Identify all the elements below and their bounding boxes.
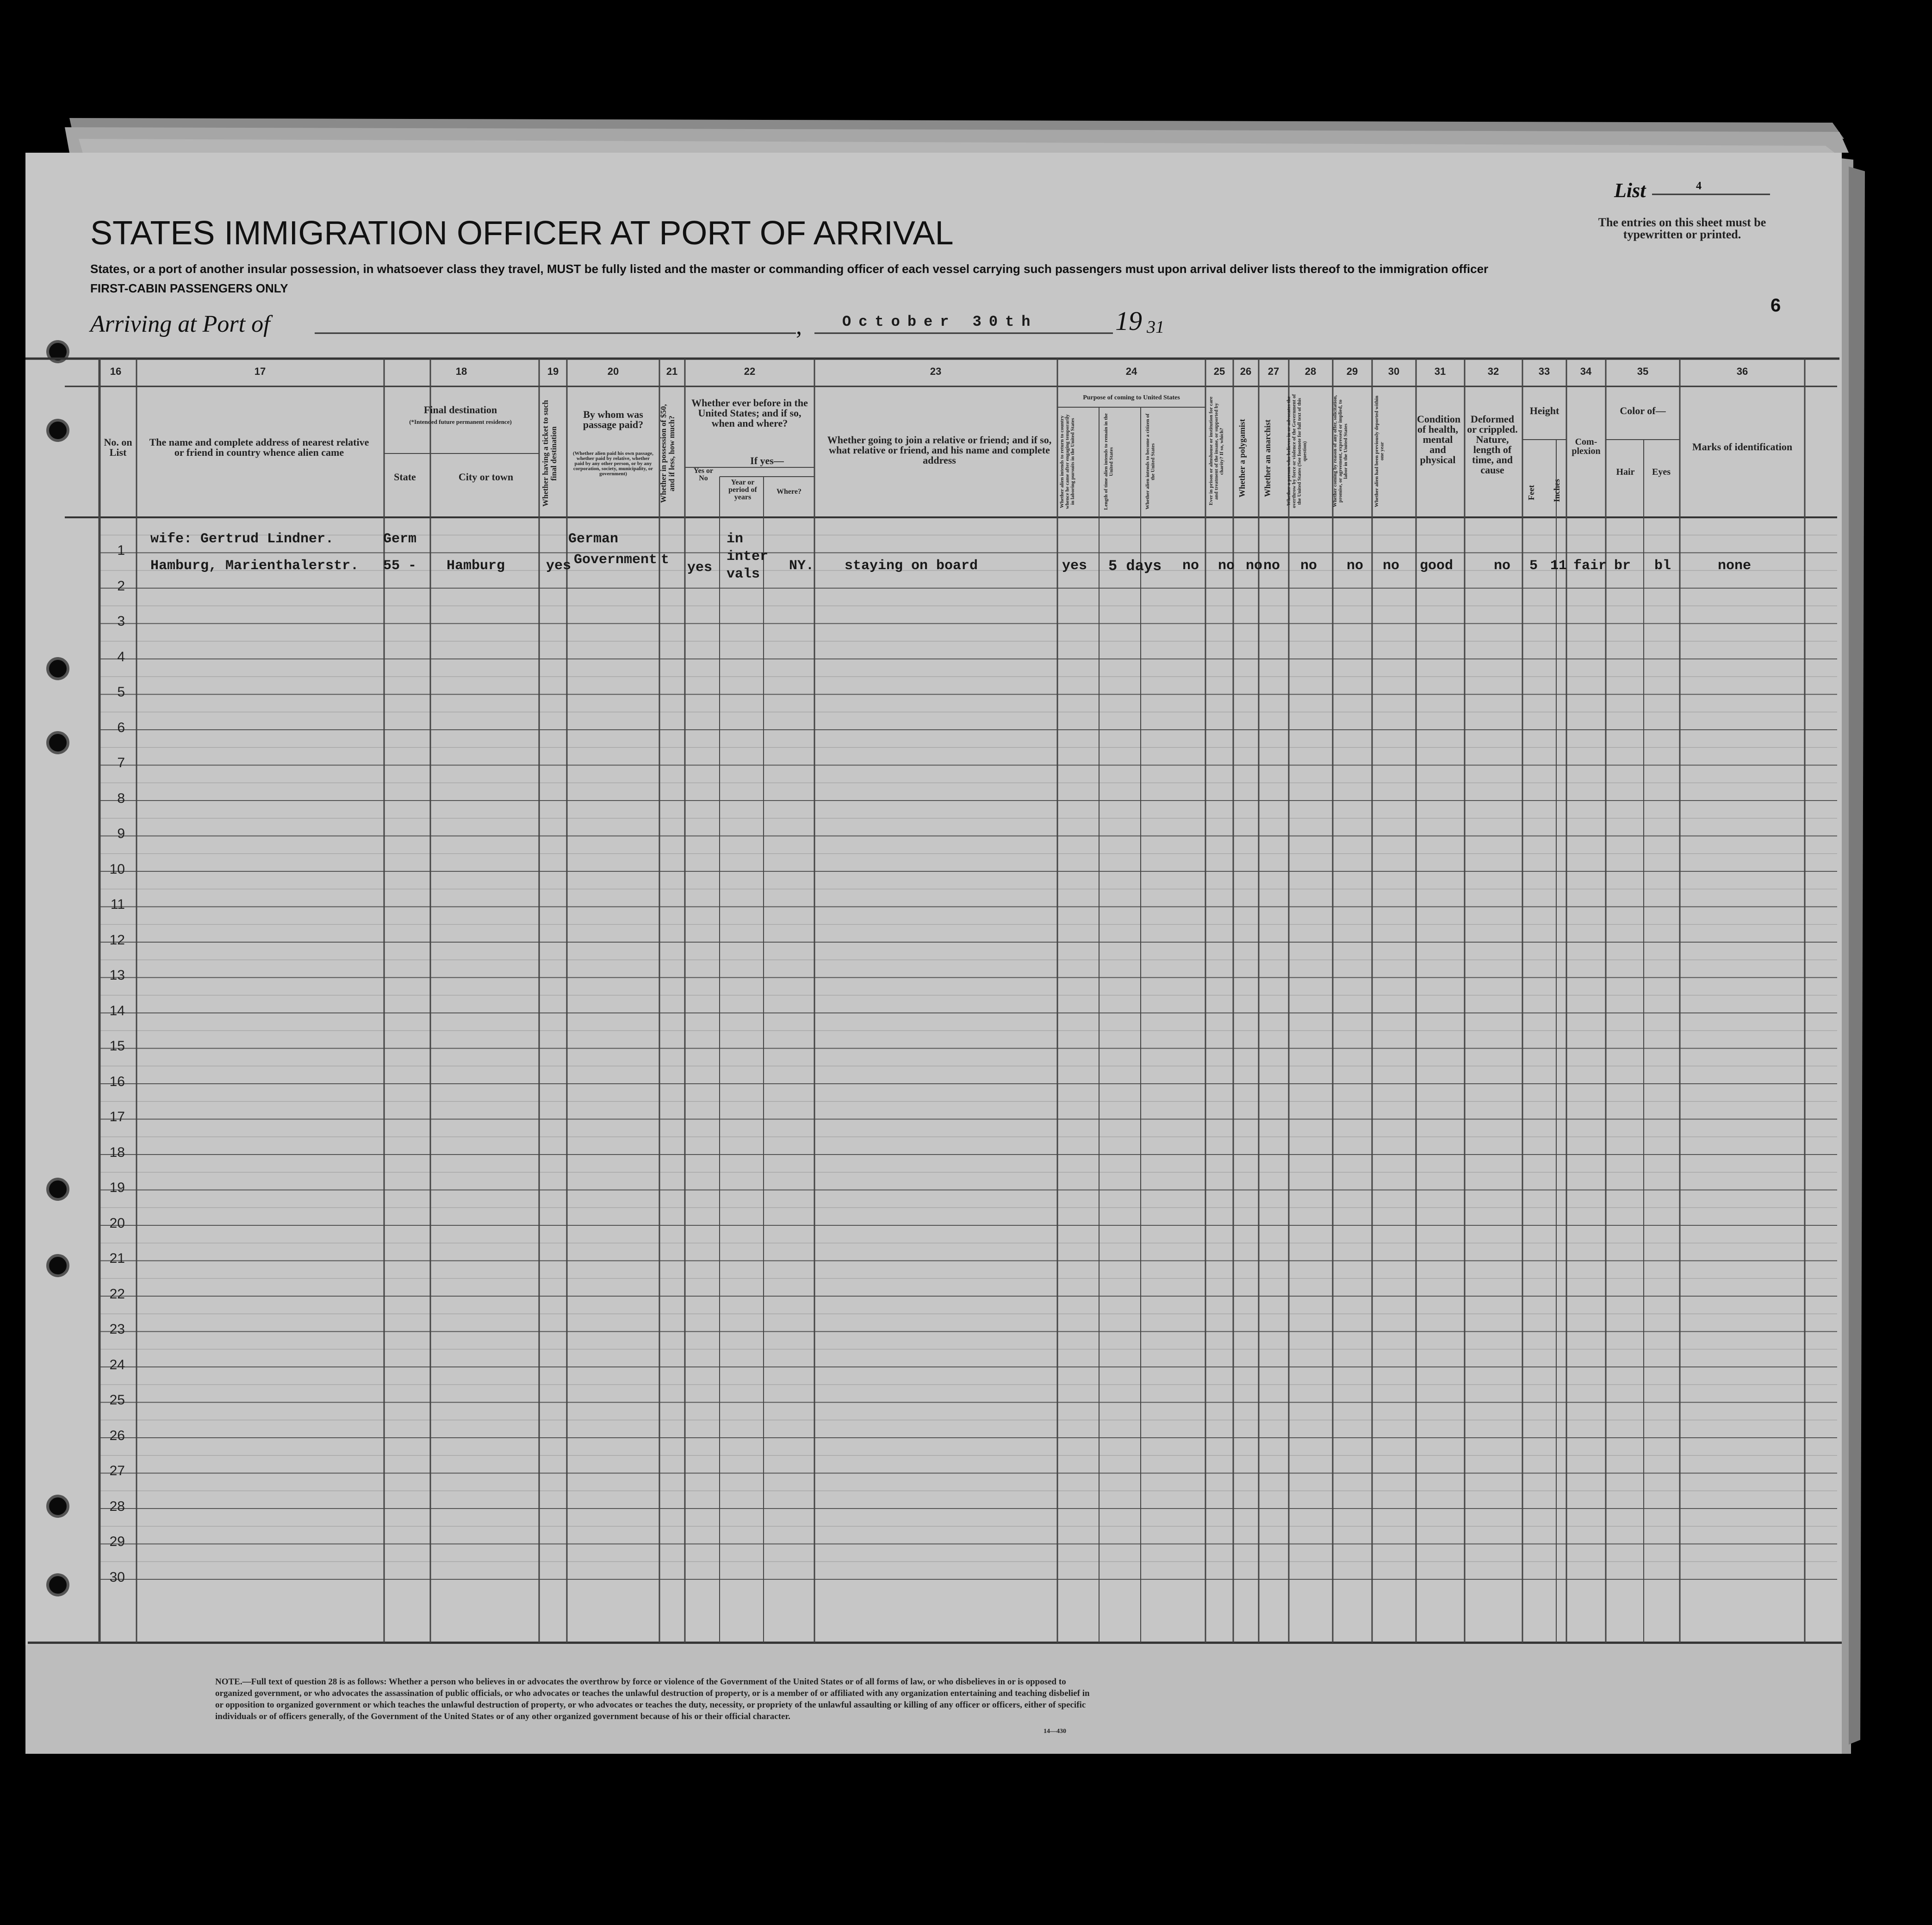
entry-q28: no: [1300, 558, 1317, 574]
header-deformed: Deformed or crippled. Nature, length of time, and cause: [1467, 413, 1518, 476]
entry-eyes: bl: [1654, 558, 1671, 574]
header-final-destination-note: (*Intended future permanent residence): [409, 418, 512, 425]
list-number: 4: [1696, 180, 1702, 192]
entry-purpose-citizen: no: [1182, 558, 1199, 574]
entry-before-yes: yes: [687, 560, 713, 576]
column-number: 30: [1388, 366, 1400, 377]
row-number: 15: [109, 1038, 125, 1054]
header-inches: Inches: [1552, 479, 1561, 503]
entry-state-line2: 55 -: [383, 558, 417, 574]
header-joining: Whether going to join a relative or friend; and if so, what relative or friend, and his name and complete address: [827, 434, 1052, 466]
arrival-date: October 30th: [842, 313, 1038, 330]
header-purpose: Purpose of coming to United States: [1083, 394, 1180, 401]
entry-ticket: yes: [546, 558, 572, 574]
row-number: 8: [117, 790, 125, 806]
page-number: 6: [1770, 295, 1781, 316]
row-number: 10: [109, 861, 125, 877]
row-number: 3: [117, 614, 125, 629]
header-height: Height: [1529, 405, 1559, 416]
header-before-us: Whether ever before in the United States; and if so, when and where?: [691, 397, 808, 429]
row-number: 24: [109, 1357, 125, 1372]
entry-anarchist: no: [1263, 558, 1280, 574]
entry-prison: no: [1218, 558, 1235, 574]
header-if-yes: If yes—: [750, 455, 784, 466]
entry-health: good: [1420, 558, 1454, 574]
column-number: 31: [1434, 366, 1446, 377]
row-number: 16: [109, 1074, 125, 1089]
row-number: 1: [117, 543, 125, 558]
row-number: 20: [109, 1215, 125, 1231]
column-number: 33: [1538, 366, 1550, 377]
header-q30: Whether alien had been previously deported within one year: [1374, 395, 1385, 507]
header-health: Condition of health, mental and physical: [1417, 413, 1461, 466]
column-number: 22: [744, 366, 756, 377]
header-q29: Whether coming by reason of any offer, solicitation, promise, or agreement, expressed or implied, to labor in the United States: [1332, 395, 1349, 508]
row-number: 29: [109, 1534, 125, 1549]
header-ticket: Whether having a ticket to such final destination: [541, 400, 558, 507]
list-label: List: [1614, 179, 1646, 202]
entry-money: t: [661, 552, 670, 568]
header-year-period: Year or period of years: [728, 478, 757, 501]
entry-paid-by-line1: German: [568, 531, 619, 547]
header-purpose-citizen: Whether alien intends to become a citizen of the United States: [1145, 413, 1156, 510]
row-number: 19: [109, 1180, 125, 1195]
entry-paid-by-line2: Government: [574, 552, 658, 568]
header-yes-no: Yes or No: [693, 467, 714, 482]
entry-deformed: no: [1494, 558, 1511, 574]
row-number: 14: [109, 1003, 125, 1018]
row-number: 9: [117, 826, 125, 841]
row-number: 23: [109, 1322, 125, 1337]
column-number: 28: [1305, 366, 1317, 377]
header-final-destination: Final destination: [423, 404, 497, 416]
column-number: 24: [1125, 366, 1137, 377]
row-number: 27: [109, 1463, 125, 1478]
row-number: 26: [109, 1428, 125, 1443]
column-number: 29: [1346, 366, 1358, 377]
row-number: 7: [117, 755, 125, 770]
column-number: 25: [1213, 366, 1225, 377]
entry-city: Hamburg: [447, 558, 505, 574]
column-number: 18: [455, 366, 467, 377]
header-no-on-list: No. on List: [104, 436, 132, 458]
header-feet: Feet: [1527, 485, 1536, 501]
header-anarchist: Whether an anarchist: [1263, 419, 1272, 497]
header-polygamist: Whether a polygamist: [1237, 419, 1247, 497]
entry-purpose-return: yes: [1062, 558, 1087, 574]
row-number: 18: [109, 1144, 125, 1160]
row-number: 2: [117, 578, 125, 594]
column-number: 19: [547, 366, 559, 377]
entry-purpose-length: 5 days: [1108, 558, 1162, 575]
entry-q30: no: [1383, 558, 1400, 574]
row-number: 28: [109, 1498, 125, 1514]
row-number: 17: [109, 1109, 125, 1124]
header-prison: Ever in prison or almshouse or institution for care and treatment of the insane, or supported by charity? If so, which?: [1208, 397, 1225, 506]
entry-joining: staying on board: [845, 558, 978, 574]
arrival-label: Arriving at Port of: [90, 311, 270, 337]
entry-before-period-3: vals: [727, 566, 760, 582]
header-paid-by-note: (Whether alien paid his own passage, whether paid by relative, whether paid by any other person, or by any corporation, society, municipality, or government): [573, 451, 653, 477]
header-nearest-relative: The name and complete address of nearest relative or friend in country whence alien came: [149, 436, 369, 458]
entry-before-period-2: inter: [727, 549, 769, 565]
column-number: 20: [607, 366, 619, 377]
entry-inches: 11: [1550, 558, 1567, 574]
row-number: 12: [109, 932, 125, 948]
column-number: 17: [254, 366, 266, 377]
cabin-class: FIRST-CABIN PASSENGERS ONLY: [90, 281, 288, 295]
header-eyes: Eyes: [1652, 467, 1671, 477]
column-number: 35: [1637, 366, 1649, 377]
column-number: 32: [1487, 366, 1499, 377]
column-number: 34: [1580, 366, 1592, 377]
footnote: NOTE.—Full text of question 28 is as follows: Whether a person who believes in or advocates the overthrow by force or violence of the Government of the United States or of all forms of law, or who disbelieves in or is opposed to organized government, or who advocates the assassination of public officials, or who advocates or teaches the unlawful destruction of property, or is a member of or affiliated with any organization entertaining and teaching disbelief in or opposition to organized government or which teaches the unlawful destruction of property, or who advocates or teaches the duty, necessity, or propriety of the unlawful assaulting or killing of any officer or officers, either of specific individuals or of officers generally, of the Government of the United States or of any other organized government because of his or their official character.: [215, 1677, 1090, 1722]
arrival-year-prefix: 19: [1115, 306, 1142, 336]
column-number: 26: [1240, 366, 1252, 377]
entry-before-period-1: in: [727, 531, 744, 547]
entry-marks: none: [1718, 558, 1752, 574]
header-complexion: Com-plexion: [1572, 437, 1601, 456]
entry-state-line1: Germ: [383, 531, 417, 547]
arrival-comma: ,: [796, 313, 802, 340]
column-number: 23: [930, 366, 942, 377]
header-purpose-length: Length of time alien intends to remain in the United States: [1103, 413, 1114, 510]
header-hair: Hair: [1616, 467, 1635, 477]
page-title: STATES IMMIGRATION OFFICER AT PORT OF ARRIVAL: [90, 215, 954, 252]
row-number: 22: [109, 1286, 125, 1302]
header-color-of: Color of—: [1620, 405, 1666, 416]
header-where: Where?: [777, 488, 801, 496]
row-number: 21: [109, 1251, 125, 1266]
column-number: 21: [666, 366, 678, 377]
header-marks: Marks of identification: [1692, 441, 1793, 453]
row-number: 4: [117, 649, 125, 664]
column-number: 27: [1267, 366, 1280, 377]
subtitle: States, or a port of another insular possession, in whatsoever class they travel, MUST be fully listed and the master or commanding officer of each vessel carrying such passengers must upon arrival deliver lists thereof to the immigration officer: [90, 262, 1489, 276]
row-number: 5: [117, 684, 125, 700]
entry-hair: br: [1614, 558, 1631, 574]
row-number: 13: [109, 968, 125, 983]
row-number: 6: [117, 720, 125, 735]
column-number: 16: [110, 366, 122, 377]
column-number: 36: [1736, 366, 1748, 377]
arrival-year-suffix: 31: [1147, 317, 1164, 337]
header-city: City or town: [458, 471, 514, 483]
header-q28: Whether a person who believes in or advocates the overthrow by force or violence of the Government of the United States (See footnote for full text of this question): [1286, 394, 1308, 509]
header-money: Whether in possession of $50, and if less, how much?: [659, 404, 676, 503]
entry-before-where: NY.: [789, 558, 814, 574]
entry-polygamist: no: [1246, 558, 1263, 574]
header-purpose-return: Whether alien intends to return to country whence he came after engaging temporarily in laboring pursuits in the United States: [1059, 414, 1076, 509]
form-number: 14—430: [1044, 1728, 1066, 1735]
header-paid-by: By whom was passage paid?: [583, 409, 644, 430]
entry-q29: no: [1347, 558, 1364, 574]
entry-complexion: fair: [1573, 558, 1607, 574]
row-number: 25: [109, 1392, 125, 1408]
entry-relative-line2: Hamburg, Marienthalerstr.: [150, 558, 359, 574]
header-state: State: [394, 471, 416, 483]
entry-feet: 5: [1529, 558, 1538, 574]
sheet-instructions: The entries on this sheet must be typewritten or printed.: [1598, 216, 1766, 241]
entry-relative-line1: wife: Gertrud Lindner.: [150, 531, 334, 547]
row-number: 30: [109, 1569, 125, 1585]
row-number: 11: [110, 897, 125, 912]
